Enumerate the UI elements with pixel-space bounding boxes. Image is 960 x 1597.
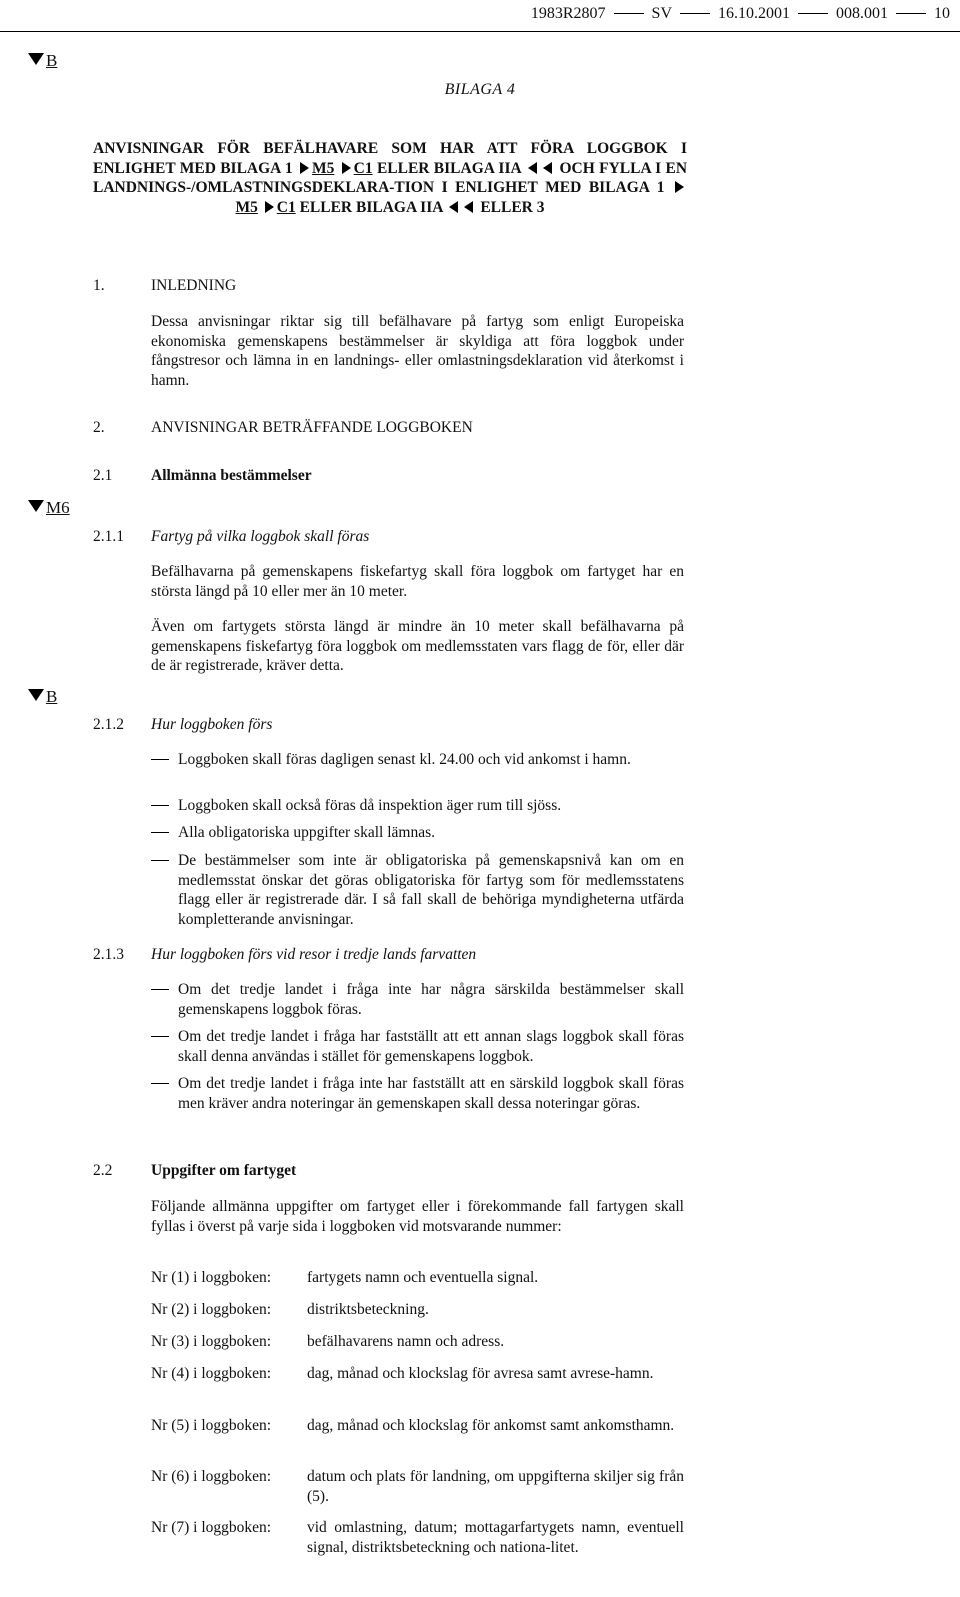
section-2-1-1-number: 2.1.1 bbox=[93, 528, 124, 545]
nr-label: Nr (5) i loggboken: bbox=[151, 1417, 272, 1434]
nr-label: Nr (1) i loggboken: bbox=[151, 1269, 272, 1286]
running-header-text bbox=[531, 4, 950, 24]
list-item: Loggboken skall också föras då inspektion äger rum till sjöss. bbox=[151, 796, 684, 816]
section-2-1-2-title: Hur loggboken förs bbox=[151, 716, 273, 733]
section-2-1-title: Allmänna bestämmelser bbox=[151, 467, 312, 484]
list-item: Om det tredje landet i fråga inte har fastställt att en särskild loggbok skall föras men kräver andra noteringar än gemenskapen skall dessa noteringar göras. bbox=[151, 1074, 684, 1113]
arrow-left-icon bbox=[449, 201, 458, 213]
section-2-2-title: Uppgifter om fartyget bbox=[151, 1162, 297, 1179]
section-2-title: ANVISNINGAR BETRÄFFANDE LOGGBOKEN bbox=[151, 419, 473, 436]
running-header bbox=[0, 0, 960, 30]
arrow-left-icon bbox=[543, 162, 552, 174]
section-1-text: Dessa anvisningar riktar sig till befälhavare på fartyg som enligt Europeiska ekonomiska gemenskapens bestämmelser är skyldiga att föra loggbok under fångstresor och lämna in en landnings- eller omlastningsdeklaration vid återkomst i hamn. bbox=[151, 313, 684, 389]
section-1-number: 1. bbox=[93, 277, 105, 294]
marker-m6: M6 bbox=[28, 498, 70, 518]
section-2-2-text: Följande allmänna uppgifter om fartyget eller i förekommande fall fartygen skall fyllas i överst på varje sida i loggboken vid motsvarande nummer: bbox=[151, 1198, 684, 1235]
section-2-2-number: 2.2 bbox=[93, 1162, 113, 1179]
nr-text: dag, månad och klockslag för ankomst samt ankomsthamn. bbox=[307, 1417, 675, 1434]
marker-b-top: B bbox=[28, 51, 57, 71]
section-1-title: INLEDNING bbox=[151, 277, 237, 294]
arrow-right-icon bbox=[265, 201, 274, 213]
list-item: Om det tredje landet i fråga inte har några särskilda bestämmelser skall gemenskapens loggbok föras. bbox=[151, 980, 684, 1019]
section-2-1-2-number: 2.1.2 bbox=[93, 716, 124, 733]
header-rule bbox=[0, 31, 960, 32]
doc-date: 16.10.2001 bbox=[718, 5, 790, 22]
nr-text: dag, månad och klockslag för avresa samt avrese-hamn. bbox=[307, 1365, 654, 1382]
nr-label: Nr (7) i loggboken: bbox=[151, 1519, 272, 1536]
doc-id: 1983R2807 bbox=[530, 5, 606, 22]
section-2-1-3-title: Hur loggboken förs vid resor i tredje lands farvatten bbox=[151, 946, 477, 963]
doc-lang: SV bbox=[651, 5, 672, 22]
arrow-right-icon bbox=[675, 181, 684, 193]
nr-text: datum och plats för landning, om uppgifterna skiljer sig från (5). bbox=[307, 1468, 684, 1505]
annex-title: BILAGA 4 bbox=[444, 81, 516, 98]
page-number: 10 bbox=[934, 5, 950, 22]
section-2-number: 2. bbox=[93, 419, 105, 436]
list-item: Om det tredje landet i fråga har fastställt att ett annan slags loggbok skall föras skall denna användas i stället för gemenskapens loggbok. bbox=[151, 1027, 684, 1066]
nr-label: Nr (4) i loggboken: bbox=[151, 1365, 272, 1382]
section-2-1-number: 2.1 bbox=[93, 467, 113, 484]
nr-label: Nr (2) i loggboken: bbox=[151, 1301, 272, 1318]
triangle-down-icon bbox=[28, 500, 44, 512]
section-2-1-1-title: Fartyg på vilka loggbok skall föras bbox=[151, 528, 370, 545]
arrow-left-icon bbox=[464, 201, 473, 213]
nr-text: befälhavarens namn och adress. bbox=[307, 1333, 505, 1350]
nr-text: vid omlastning, datum; mottagarfartygets namn, eventuell signal, distriktsbeteckning och nationa-litet. bbox=[307, 1519, 684, 1556]
section-2-1-3-number: 2.1.3 bbox=[93, 946, 124, 963]
marker-b-mid: B bbox=[28, 687, 57, 707]
nr-text: fartygets namn och eventuella signal. bbox=[307, 1269, 539, 1286]
nr-label: Nr (6) i loggboken: bbox=[151, 1468, 272, 1485]
nr-text: distriktsbeteckning. bbox=[307, 1301, 429, 1318]
nr-label: Nr (3) i loggboken: bbox=[151, 1333, 272, 1350]
arrow-right-icon bbox=[300, 162, 309, 174]
triangle-down-icon bbox=[28, 689, 44, 701]
section-2-1-1-para-1: Befälhavarna på gemenskapens fiskefartyg skall föra loggbok om fartyget har en största längd på 10 eller mer än 10 meter. bbox=[151, 563, 684, 600]
doc-version: 008.001 bbox=[836, 5, 888, 22]
triangle-down-icon bbox=[28, 53, 44, 65]
section-2-1-1-para-2: Även om fartygets största längd är mindre än 10 meter skall befälhavarna på gemenskapens fiskefartyg föra loggbok om medlemsstaten vars flagg de för, eller där de är registrerade, kräver detta. bbox=[151, 618, 684, 674]
list-item: De bestämmelser som inte är obligatoriska på gemenskapsnivå kan om en medlemsstat önskar det göras obligatoriska för fartyg som för medlemsstatens flagg eller är registrerade där. I så fall skall de behöriga myndigheterna utfärda kompletterande anvisningar. bbox=[151, 851, 684, 929]
arrow-right-icon bbox=[342, 162, 351, 174]
arrow-left-icon bbox=[528, 162, 537, 174]
list-item: Alla obligatoriska uppgifter skall lämnas. bbox=[151, 823, 684, 843]
main-title: ANVISNINGAR FÖR BEFÄLHAVARE SOM HAR ATT FÖRA LOGGBOK I ENLIGHET MED BILAGA 1 M5 C1 ELLER BILAGA IIA OCH FYLLA I EN LANDNINGS-/OMLASTNINGSDEKLARA-TION I ENLIGHET MED BILAGA 1 M5 C1 ELLER BILAGA IIA ELLER 3 bbox=[93, 140, 688, 216]
list-item: Loggboken skall föras dagligen senast kl. 24.00 och vid ankomst i hamn. bbox=[151, 750, 684, 770]
